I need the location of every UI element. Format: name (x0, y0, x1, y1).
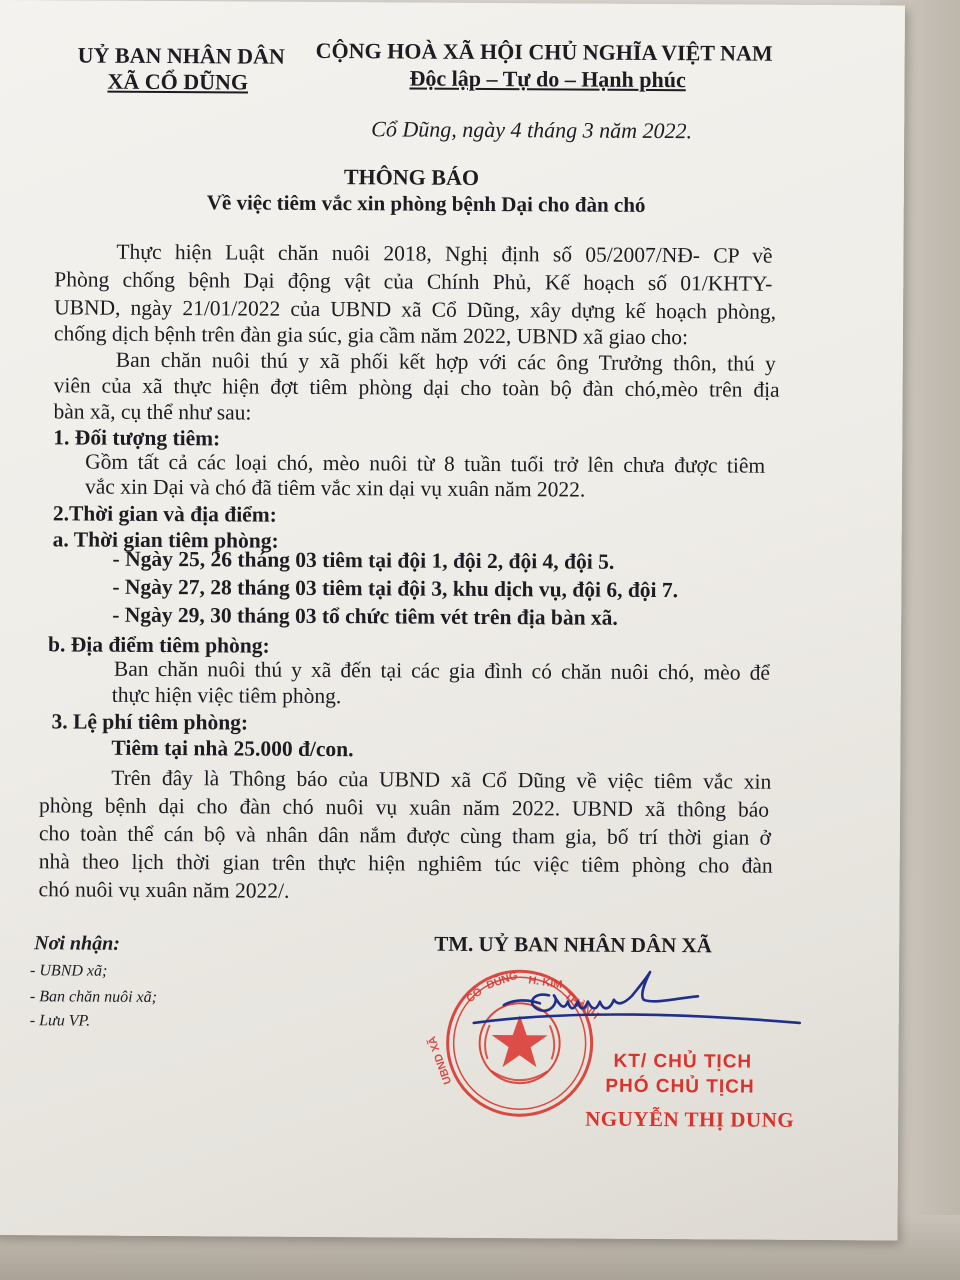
section2-sub-a: a. Thời gian tiêm phòng: (52, 527, 279, 553)
closing-line: Trên đây là Thông báo của UBND xã Cổ Dũng về việc tiêm vắc xin (111, 765, 772, 794)
nation-motto: Độc lập – Tự do – Hạnh phúc (409, 65, 686, 93)
intro-line: UBND, ngày 21/01/2022 của UBND xã Cổ Dũng, xây dựng kế hoạch phòng, (54, 295, 777, 324)
svg-text:DŨNG: DŨNG (484, 969, 520, 992)
section1-line: vắc xin Dại và chó đã tiêm vắc xin dại vụ xuân năm 2022. (84, 474, 586, 502)
recipient-item: - Lưu VP. (29, 1012, 91, 1030)
handwritten-signature-icon (464, 965, 814, 1047)
schedule-item: - Ngày 25, 26 tháng 03 tiêm tại đội 1, đội 2, đội 4, đội 5. (112, 546, 615, 574)
signature-role-1: KT/ CHỦ TỊCH (613, 1050, 753, 1073)
section3-heading: 3. Lệ phí tiêm phòng: (51, 709, 249, 735)
signer-name: NGUYỄN THỊ DUNG (585, 1106, 795, 1132)
fee-text: Tiêm tại nhà 25.000 đ/con. (111, 735, 354, 762)
section2-heading: 2.Thời gian và địa điểm: (52, 501, 277, 527)
section2-sub-b: b. Địa điểm tiêm phòng: (47, 632, 270, 658)
document-subtitle: Về việc tiêm vắc xin phòng bệnh Dại cho đàn chó (206, 190, 646, 217)
svg-text:H. KIM: H. KIM (527, 974, 564, 992)
svg-text:UBND XÃ: UBND XÃ (426, 1034, 455, 1086)
nation-title: CỘNG HOÀ XÃ HỘI CHỦ NGHĨA VIỆT NAM (315, 37, 773, 66)
intro-line: Thực hiện Luật chăn nuôi 2018, Nghị định số 05/2007/NĐ- CP về (116, 239, 773, 268)
recipient-item: - Ban chăn nuôi xã; (29, 988, 158, 1006)
svg-text:THÀNH: THÀNH (562, 990, 601, 1023)
document-date: Cổ Dũng, ngày 4 tháng 3 năm 2022. (371, 116, 693, 144)
section1-line: Gồm tất cả các loại chó, mèo nuôi từ 8 tuần tuổi trở lên chưa được tiêm (85, 449, 766, 478)
closing-line: phòng bệnh dại cho đàn chó nuôi vụ xuân năm 2022. UBND xã thông báo (39, 793, 770, 822)
schedule-item: - Ngày 27, 28 tháng 03 tiêm tại đội 3, khu dịch vụ, đội 6, đội 7. (112, 574, 679, 603)
assignment-line: Ban chăn nuôi thú y xã phối kết hợp với các ông Trưởng thôn, thú y (115, 347, 776, 376)
recipients-heading: Nơi nhận: (34, 932, 121, 955)
place-line: thực hiện việc tiêm phòng. (111, 682, 342, 709)
org-name-line2: XÃ CỔ DŨNG (107, 68, 249, 95)
intro-line: chống dịch bệnh trên đàn gia súc, gia cầm năm 2022, UBND xã giao cho: (53, 321, 689, 350)
org-name-line1: UỶ BAN NHÂN DÂN (77, 42, 285, 69)
section1-heading: 1. Đối tượng tiêm: (53, 425, 221, 451)
closing-line: chó nuôi vụ xuân năm 2022/. (38, 877, 290, 903)
place-line: Ban chăn nuôi thú y xã đến tại các gia đình có chăn nuôi chó, mèo để (113, 656, 770, 685)
recipient-item: - UBND xã; (30, 962, 108, 980)
signature-on-behalf: TM. UỶ BAN NHÂN DÂN XÃ (434, 931, 712, 958)
svg-text:CỔ: CỔ (464, 985, 485, 1006)
document-title: THÔNG BÁO (343, 164, 480, 190)
assignment-line: viên của xã thực hiện đợt tiêm phòng dại cho toàn bộ đàn chó,mèo trên địa (53, 373, 780, 402)
closing-line: cho toàn thể cán bộ và nhân dân nắm được cùng tham gia, bố trí thời gian ở (38, 821, 771, 850)
closing-line: nhà theo lịch thời gian trên thực hiện nghiêm túc việc tiêm phòng cho đàn (38, 849, 773, 878)
assignment-line: bàn xã, cụ thể như sau: (53, 399, 252, 425)
signature-role-2: PHÓ CHỦ TỊCH (605, 1075, 755, 1098)
schedule-item: - Ngày 29, 30 tháng 03 tổ chức tiêm vét trên địa bàn xã. (112, 602, 618, 630)
intro-line: Phòng chống bệnh Dại động vật của Chính Phủ, Kế hoạch số 01/KHTY- (54, 267, 773, 296)
